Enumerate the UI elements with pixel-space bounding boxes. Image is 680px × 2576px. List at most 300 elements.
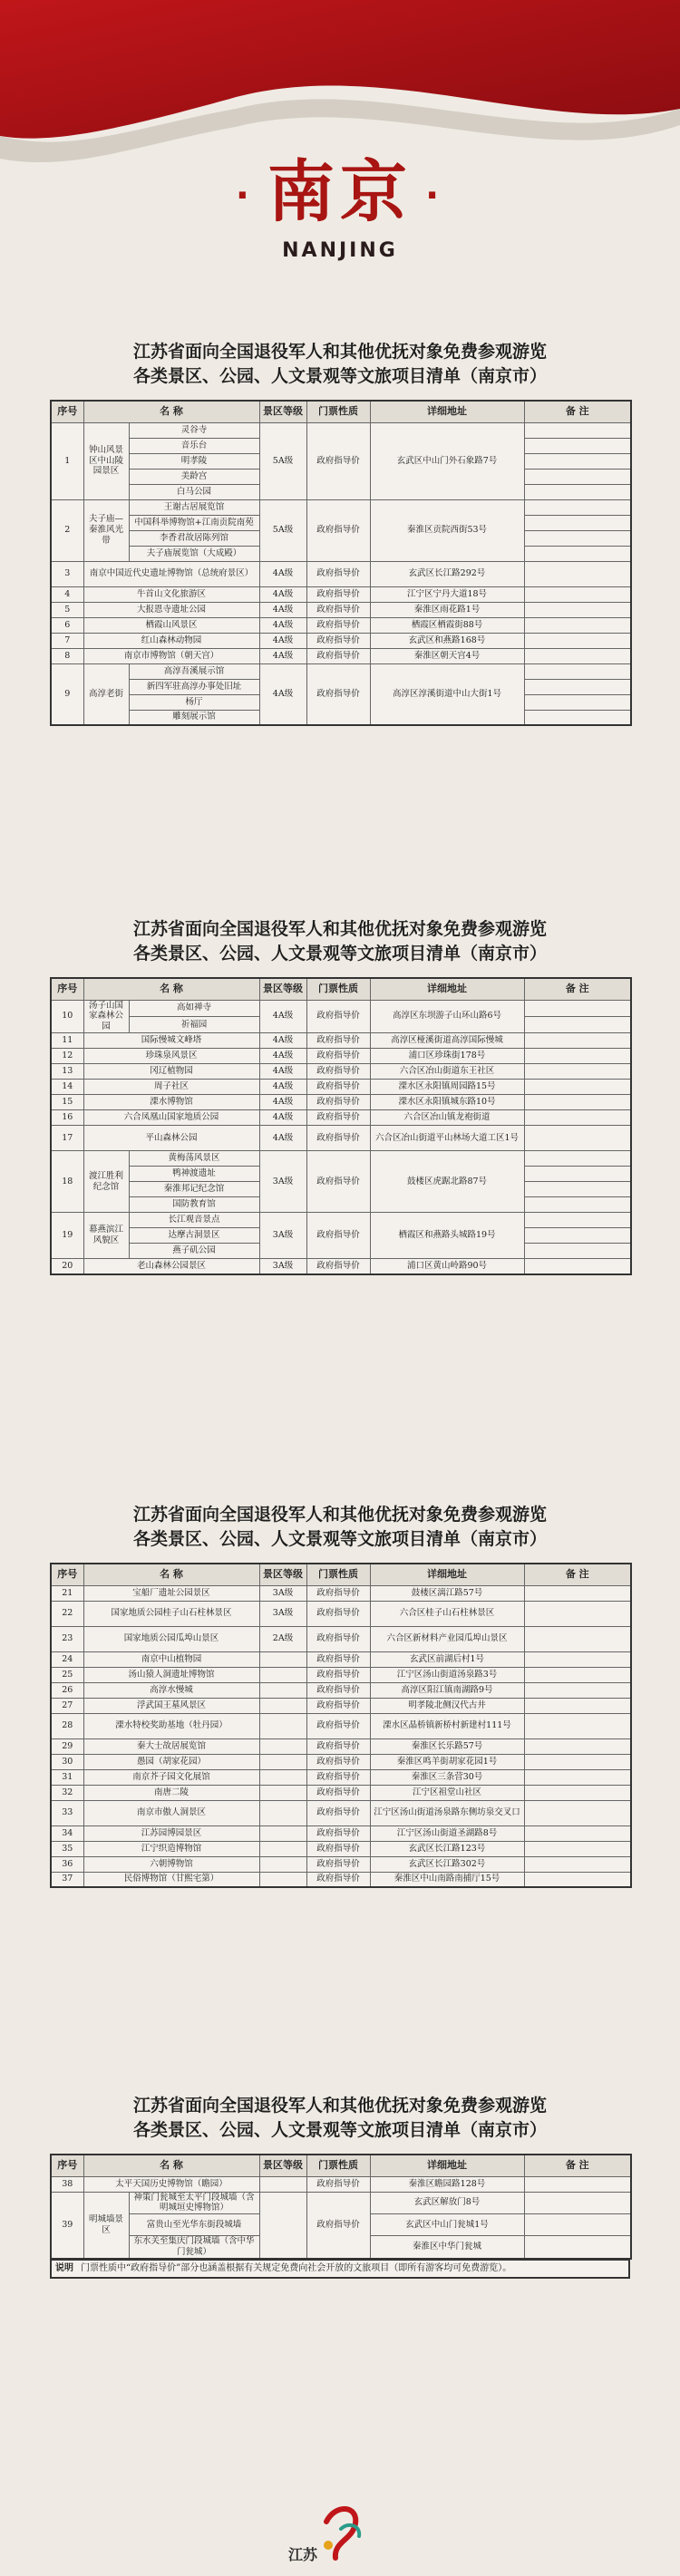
cell-name: 南京芥子园文化展馆 [83,1769,259,1785]
cell-no: 39 [51,2192,83,2259]
table-row [51,1000,631,1016]
col-header-no: 序号 [51,978,83,1000]
cell-no: 3 [51,561,83,586]
cell-group: 明城墙景区 [83,2192,129,2259]
cell-type: 政府指导价 [306,1064,370,1080]
table-row [51,1585,631,1601]
cell-sub-name: 中国科举博物馆+江南贡院南苑 [129,515,259,530]
cell-remark [524,1033,631,1049]
col-header-no: 序号 [51,1564,83,1585]
cell-sub-name: 杨厅 [129,694,259,710]
cell-level: 4A级 [259,648,306,663]
table-row [51,1682,631,1698]
cell-type: 政府指导价 [306,1698,370,1713]
cell-remark [524,1651,631,1667]
cell-remark [524,1126,631,1151]
section-title [50,917,630,966]
cell-level [259,1754,306,1769]
cell-type: 政府指导价 [306,1126,370,1151]
cell-remark [524,1228,631,1244]
cell-sub-name: 富贵山至光华东街段城墙 [129,2214,259,2236]
cell-name: 高淳水慢城 [83,1682,259,1698]
cell-no: 33 [51,1800,83,1825]
cell-level [259,1769,306,1785]
cell-no: 28 [51,1713,83,1738]
cell-remark [524,1182,631,1197]
cell-no: 12 [51,1049,83,1064]
table-row [51,1033,631,1049]
cell-level: 3A级 [259,1151,306,1213]
cell-remark [524,1601,631,1626]
col-header-name: 名 称 [83,978,259,1000]
cell-sub-name: 明孝陵 [129,453,259,469]
cell-address: 六合区冶山镇龙袍街道 [370,1110,524,1126]
table-row [51,499,631,515]
col-header-addr: 详细地址 [370,401,524,422]
cell-name: 浮武国王墓风景区 [83,1698,259,1713]
note-text: 门票性质中“政府指导价”部分也涵盖根据有关规定免费向社会开放的文旅项目（即所有游客均可免费游览）。 [81,2263,512,2273]
cell-address: 秦淮区三条营30号 [370,1769,524,1785]
cell-sub-name: 美龄宫 [129,469,259,484]
cell-name: 南京市博物馆（朝天宫） [83,648,259,663]
cell-type: 政府指导价 [306,1682,370,1698]
table-row [51,586,631,602]
cell-no: 27 [51,1698,83,1713]
title-line: 江苏省面向全国退役军人和其他优抚对象免费参观游览 [132,2096,547,2116]
col-header-level: 景区等级 [259,978,306,1000]
table-row [51,1110,631,1126]
col-header-name: 名 称 [83,1564,259,1585]
table-row [51,2192,631,2214]
table-row [51,663,631,679]
cell-address: 玄武区中山门瓮城1号 [370,2214,524,2236]
city-title: · 南京 · [235,153,445,231]
cell-no: 16 [51,1110,83,1126]
table-row [51,1738,631,1754]
cell-name: 牛首山文化旅游区 [83,586,259,602]
cell-no: 22 [51,1601,83,1626]
cell-level: 4A级 [259,1110,306,1126]
cell-address: 江宁区宁丹大道18号 [370,586,524,602]
cell-name: 冈辽植物园 [83,1064,259,1080]
cell-address: 江宁区汤山街道汤泉路东侧坊泉交叉口 [370,1800,524,1825]
header-row [51,978,631,1000]
cell-level [259,1738,306,1754]
cell-remark [524,1785,631,1800]
cell-address: 高淳区淳溪街道中山大街1号 [370,663,524,725]
cell-address: 浦口区黄山岭路90号 [370,1259,524,1274]
table-row [51,1698,631,1713]
cell-type: 政府指导价 [306,1049,370,1064]
cell-address: 秦淮区鸣羊街胡家花园1号 [370,1754,524,1769]
col-header-remark: 备 注 [524,401,631,422]
cell-no: 32 [51,1785,83,1800]
col-header-level: 景区等级 [259,1564,306,1585]
cell-remark [524,1872,631,1887]
cell-remark [524,1585,631,1601]
table-row [51,1769,631,1785]
cell-sub-name: 李香君故居陈列馆 [129,530,259,546]
cell-type: 政府指导价 [306,1754,370,1769]
table-row [51,633,631,648]
cell-no: 9 [51,663,83,725]
header-row [51,401,631,422]
cell-remark [524,1825,631,1841]
cell-address: 秦淮区雨花路1号 [370,602,524,617]
cell-type: 政府指导价 [306,1785,370,1800]
cell-sub-name: 祈福园 [129,1016,259,1032]
cell-level: 4A级 [259,633,306,648]
cell-name: 国家地质公园桂子山石柱林景区 [83,1601,259,1626]
cell-name: 南京中山植物园 [83,1651,259,1667]
title-line: 江苏省面向全国退役军人和其他优抚对象免费参观游览 [132,919,547,939]
cell-address: 玄武区和燕路168号 [370,633,524,648]
cell-address: 秦淮区瞻园路128号 [370,2176,524,2192]
cell-level: 4A级 [259,663,306,725]
cell-no: 35 [51,1841,83,1856]
cell-sub-name: 达摩古洞景区 [129,1228,259,1244]
table-row [51,1872,631,1887]
cell-name: 六朝博物馆 [83,1856,259,1872]
cell-type: 政府指导价 [306,1259,370,1274]
cell-name: 江宁织造博物馆 [83,1841,259,1856]
cell-sub-name: 灵谷寺 [129,422,259,438]
cell-no: 7 [51,633,83,648]
cell-name: 太平天国历史博物馆（瞻园） [83,2176,259,2192]
table-row [51,1841,631,1856]
cell-level: 4A级 [259,1126,306,1151]
cell-type: 政府指导价 [306,1080,370,1095]
city-subtitle: NANJING [282,239,398,263]
cell-type: 政府指导价 [306,2176,370,2192]
cell-address: 玄武区前湖后村1号 [370,1651,524,1667]
cell-type: 政府指导价 [306,1856,370,1872]
cell-level [259,1856,306,1872]
cell-remark [524,1713,631,1738]
cell-remark [524,499,631,515]
section-title [50,340,630,389]
cell-address: 玄武区中山门外石象路7号 [370,422,524,499]
cell-sub-name: 长江观音景点 [129,1213,259,1228]
cell-address: 浦口区珍珠街178号 [370,1049,524,1064]
cell-no: 38 [51,2176,83,2192]
cell-remark [524,617,631,633]
cell-level: 4A级 [259,617,306,633]
cell-remark [524,663,631,679]
cell-sub-name: 燕子矶公园 [129,1244,259,1259]
cell-address: 鼓楼区虎踞北路87号 [370,1151,524,1213]
col-header-level: 景区等级 [259,2155,306,2176]
cell-level: 4A级 [259,1064,306,1080]
cell-level: 4A级 [259,1000,306,1033]
cell-remark [524,561,631,586]
cell-name: 宝船厂遗址公园景区 [83,1585,259,1601]
col-header-name: 名 称 [83,2155,259,2176]
cell-sub-name: 王谢古居展览馆 [129,499,259,515]
cell-address: 溧水区永阳镇城东路10号 [370,1095,524,1110]
section-title [50,1503,630,1552]
cell-level: 2A级 [259,1626,306,1651]
cell-address: 溧水区永阳镇周园路15号 [370,1080,524,1095]
cell-type: 政府指导价 [306,1825,370,1841]
cell-level: 4A级 [259,1033,306,1049]
cell-group: 夫子庙—秦淮风光带 [83,499,129,561]
list-section-1 [50,340,630,726]
cell-name: 珍珠泉风景区 [83,1049,259,1064]
cell-remark [524,1626,631,1651]
cell-level [259,1667,306,1682]
cell-no: 29 [51,1738,83,1754]
cell-no: 19 [51,1213,83,1259]
cell-type: 政府指导价 [306,1213,370,1259]
cell-remark [524,1151,631,1167]
cell-sub-name: 国防教育馆 [129,1197,259,1213]
table-row [51,1667,631,1682]
cell-address: 栖霞区和燕路头城路19号 [370,1213,524,1259]
cell-address: 江宁区祖堂山社区 [370,1785,524,1800]
cell-no: 10 [51,1000,83,1033]
cell-name: 周子社区 [83,1080,259,1095]
cell-no: 30 [51,1754,83,1769]
cell-address: 秦淮区长乐路57号 [370,1738,524,1754]
col-header-remark: 备 注 [524,1564,631,1585]
cell-level [259,1682,306,1698]
cell-remark [524,1064,631,1080]
cell-no: 20 [51,1259,83,1274]
note-row [50,2259,630,2279]
cell-type: 政府指导价 [306,1033,370,1049]
cell-remark [524,1682,631,1698]
cell-no: 24 [51,1651,83,1667]
cell-sub-name: 新四军驻高淳办事处旧址 [129,679,259,694]
cell-remark [524,1698,631,1713]
cell-type: 政府指导价 [306,586,370,602]
cell-remark [524,1667,631,1682]
cell-no: 25 [51,1667,83,1682]
cell-type: 政府指导价 [306,1800,370,1825]
cell-sub-name: 神策门瓮城至太平门段城墙（含明城垣史博物馆） [129,2192,259,2214]
table-row [51,1095,631,1110]
cell-group: 钟山风景区中山陵园景区 [83,422,129,499]
cell-type: 政府指导价 [306,617,370,633]
section-title [50,2094,630,2143]
cell-remark [524,2236,631,2259]
table-row [51,1800,631,1825]
cell-remark [524,633,631,648]
table-row [51,1601,631,1626]
cell-type: 政府指导价 [306,1738,370,1754]
cell-no: 34 [51,1825,83,1841]
note-label: 说明 [55,2263,73,2273]
cell-remark [524,1841,631,1856]
cell-sub-name: 音乐台 [129,438,259,453]
cell-type: 政府指导价 [306,1872,370,1887]
cell-level: 3A级 [259,1601,306,1626]
cell-no: 17 [51,1126,83,1151]
cell-level [259,1841,306,1856]
cell-level: 3A级 [259,1585,306,1601]
col-header-no: 序号 [51,2155,83,2176]
cell-type: 政府指导价 [306,1151,370,1213]
cell-sub-name: 雕刻展示馆 [129,710,259,725]
cell-type: 政府指导价 [306,1651,370,1667]
cell-level [259,1713,306,1738]
table-row [51,1785,631,1800]
col-header-addr: 详细地址 [370,978,524,1000]
cell-remark [524,1856,631,1872]
table-row [51,2176,631,2192]
col-header-type: 门票性质 [306,1564,370,1585]
cell-remark [524,2192,631,2214]
attractions-table [50,1563,632,1888]
cell-level: 4A级 [259,1095,306,1110]
cell-remark [524,1000,631,1016]
cell-sub-name: 鸭神渡遗址 [129,1167,259,1182]
cell-type: 政府指导价 [306,1000,370,1033]
cell-level [259,1651,306,1667]
cell-type: 政府指导价 [306,1667,370,1682]
cell-level [259,1872,306,1887]
cell-address: 六合区新材料产业园瓜埠山景区 [370,1626,524,1651]
attractions-table [50,977,632,1275]
cell-remark [524,1016,631,1032]
cell-no: 26 [51,1682,83,1698]
col-header-addr: 详细地址 [370,1564,524,1585]
cell-type: 政府指导价 [306,499,370,561]
table-row [51,1651,631,1667]
cell-remark [524,1049,631,1064]
cell-level: 4A级 [259,602,306,617]
cell-sub-name: 东水关至集庆门段城墙（含中华门瓮城） [129,2236,259,2259]
cell-remark [524,1213,631,1228]
cell-address: 明孝陵北侧汉代古井 [370,1698,524,1713]
cell-group: 高淳老街 [83,663,129,725]
cell-address: 六合区冶山街道东王社区 [370,1064,524,1080]
cell-address: 六合区冶山街道平山林场大道工区1号 [370,1126,524,1151]
cell-no: 37 [51,1872,83,1887]
cell-type: 政府指导价 [306,422,370,499]
cell-address: 玄武区长江路302号 [370,1856,524,1872]
cell-name: 国家地质公园瓜埠山景区 [83,1626,259,1651]
table-row [51,1626,631,1651]
cell-name: 平山森林公园 [83,1126,259,1151]
cell-no: 5 [51,602,83,617]
cell-level: 3A级 [259,1259,306,1274]
table-row [51,1856,631,1872]
cell-no: 31 [51,1769,83,1785]
cell-type: 政府指导价 [306,1841,370,1856]
cell-no: 15 [51,1095,83,1110]
cell-remark [524,1800,631,1825]
table-row [51,422,631,438]
cell-name: 红山森林动物园 [83,633,259,648]
cell-name: 栖霞山风景区 [83,617,259,633]
title-line: 各类景区、公园、人文景观等文旅项目清单（南京市） [132,1529,547,1549]
cell-name: 国际慢城文峰塔 [83,1033,259,1049]
cell-remark [524,1738,631,1754]
cell-remark [524,679,631,694]
cell-type: 政府指导价 [306,1769,370,1785]
cell-address: 高淳区东坝游子山环山路6号 [370,1000,524,1033]
cell-name: 秦大士故居展览馆 [83,1738,259,1754]
cell-level: 4A级 [259,586,306,602]
cell-remark [524,453,631,469]
cell-no: 11 [51,1033,83,1049]
cell-level: 3A级 [259,1213,306,1259]
cell-address: 溧水区晶桥镇新桥村新建村111号 [370,1713,524,1738]
cell-address: 秦淮区朝天宫4号 [370,648,524,663]
cell-level: 4A级 [259,1080,306,1095]
cell-no: 4 [51,586,83,602]
table-row [51,602,631,617]
cell-type: 政府指导价 [306,663,370,725]
cell-remark [524,1754,631,1769]
cell-remark [524,530,631,546]
col-header-type: 门票性质 [306,401,370,422]
cell-type: 政府指导价 [306,1585,370,1601]
cell-remark [524,484,631,499]
cell-group: 渡江胜利纪念馆 [83,1151,129,1213]
cell-remark [524,694,631,710]
cell-level [259,1785,306,1800]
cell-remark [524,546,631,561]
cell-remark [524,1095,631,1110]
cell-sub-name: 白马公园 [129,484,259,499]
cell-remark [524,515,631,530]
cell-type: 政府指导价 [306,1601,370,1626]
cell-level: 4A级 [259,561,306,586]
cell-type: 政府指导价 [306,1095,370,1110]
cell-remark [524,1110,631,1126]
cell-remark [524,469,631,484]
cell-address: 秦淮区中华门瓮城 [370,2236,524,2259]
cell-remark [524,1769,631,1785]
title-line: 各类景区、公园、人文景观等文旅项目清单（南京市） [132,2120,547,2140]
cell-sub-name: 秦淮邦记纪念馆 [129,1182,259,1197]
cell-type: 政府指导价 [306,633,370,648]
cell-name: 南京市傲人洞景区 [83,1800,259,1825]
table-row [51,648,631,663]
col-header-no: 序号 [51,401,83,422]
col-header-name: 名 称 [83,401,259,422]
cell-name: 溧水特校奖助基地（牡丹园） [83,1713,259,1738]
cell-remark [524,1167,631,1182]
cell-type: 政府指导价 [306,648,370,663]
jiangsu-logo [0,2485,680,2576]
cell-name: 汤山猿人洞遗址博物馆 [83,1667,259,1682]
cell-sub-name: 高如禅寺 [129,1000,259,1016]
cell-no: 1 [51,422,83,499]
cell-remark [524,2214,631,2236]
cell-remark [524,422,631,438]
table-row [51,1049,631,1064]
col-header-type: 门票性质 [306,978,370,1000]
list-section-2 [50,917,630,1275]
table-row [51,1213,631,1228]
cell-remark [524,2176,631,2192]
logo-text: 江苏 [288,2546,318,2563]
cell-level: 5A级 [259,422,306,499]
cell-type: 政府指导价 [306,2192,370,2259]
cell-level: 5A级 [259,499,306,561]
title-line: 各类景区、公园、人文景观等文旅项目清单（南京市） [132,944,547,964]
table-row [51,1754,631,1769]
cell-address: 江宁区汤山街道圣湖路8号 [370,1825,524,1841]
cell-no: 13 [51,1064,83,1080]
cell-name: 溧水博物馆 [83,1095,259,1110]
cell-remark [524,1080,631,1095]
cell-type: 政府指导价 [306,602,370,617]
